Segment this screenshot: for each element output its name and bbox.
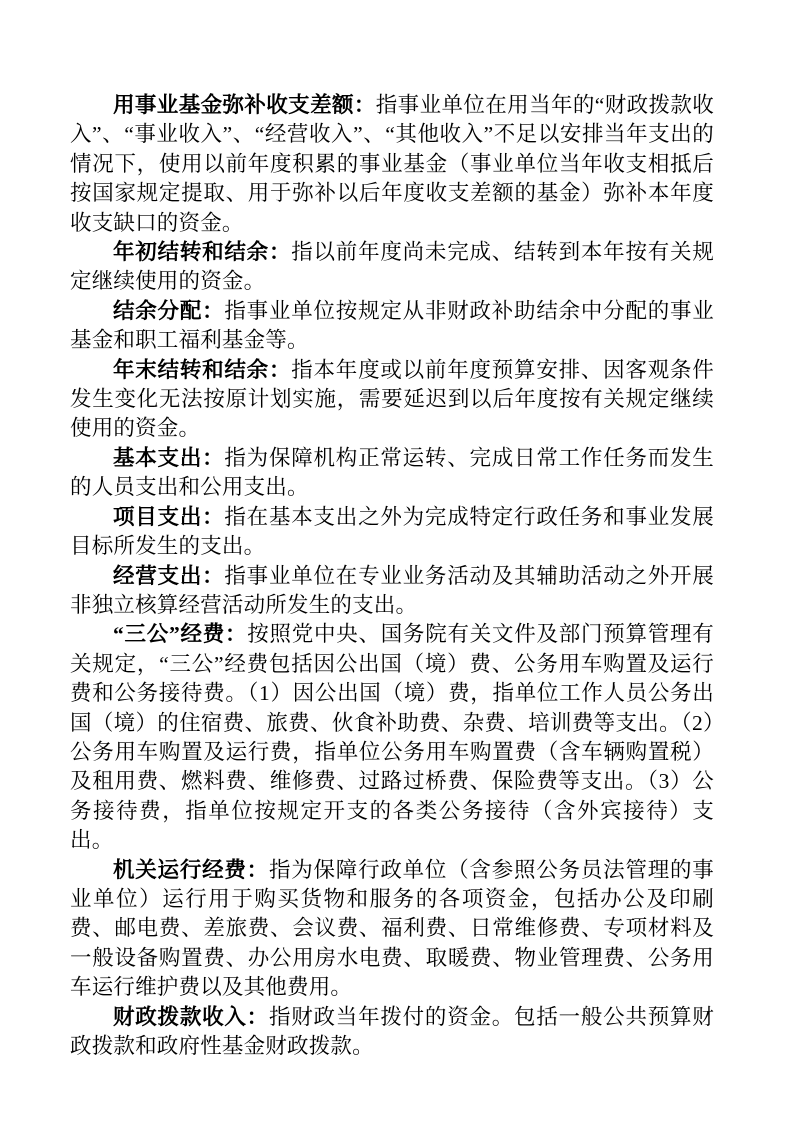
term-label: 经营支出： [113,563,225,588]
definition-text: 指为保障机构正常运转、完成日常工作任务而发生的人员支出和公用支出。 [70,445,714,500]
definition-text: 指事业单位按规定从非财政补助结余中分配的事业基金和职工福利基金等。 [70,298,714,353]
term-label: 项目支出： [113,504,225,529]
definition-paragraph [70,356,714,444]
definition-text: 按照党中央、国务院有关文件及部门预算管理有关规定，“三公”经费包括因公出国（境）费、公务用车购置及运行费和公务接待费。（1）因公出国（境）费，指单位工作人员公务出国（境）的住宿费、旅费、伙食补助费、杂费、培训费等支出。（2）公务用车购置及运行费，指单位公务用车购置费（含车辆购置税）及租用费、燃料费、维修费、过路过桥费、保险费等支出。（3）公务接待费，指单位按规定开支的各类公务接待（含外宾接待）支出。 [70,622,714,853]
term-label: 机关运行经费： [113,857,269,882]
definition-paragraph [70,620,714,855]
definition-paragraph [70,503,714,562]
document-body [70,91,714,1061]
definition-text: 指事业单位在用当年的“财政拨款收入”、“事业收入”、“经营收入”、“其他收入”不足以安排当年支出的情况下，使用以前年度积累的事业基金（事业单位当年收支相抵后按国家规定提取、用于弥补以后年度收支差额的基金）弥补本年度收支缺口的资金。 [70,93,714,235]
definition-text: 指事业单位在专业业务活动及其辅助活动之外开展非独立核算经营活动所发生的支出。 [70,563,714,617]
definition-paragraph [70,444,714,503]
term-label: 结余分配： [113,298,225,323]
definition-paragraph [70,238,714,297]
definition-paragraph [70,562,714,621]
definition-text: 指在基本支出之外为完成特定行政任务和事业发展目标所发生的支出。 [70,504,714,559]
definition-text: 指为保障行政单位（含参照公务员法管理的事业单位）运行用于购买货物和服务的各项资金，包括办公及印刷费、邮电费、差旅费、会议费、福利费、日常维修费、专项材料及一般设备购置费、办公用房水电费、取暖费、物业管理费、公务用车运行维护费以及其他费用。 [70,857,714,1000]
definition-text: 指以前年度尚未完成、结转到本年按有关规定继续使用的资金。 [70,240,714,294]
definition-paragraph [70,91,714,238]
term-label: 年末结转和结余： [113,357,292,382]
term-label: 财政拨款收入： [113,1004,269,1029]
definition-text: 指本年度或以前年度预算安排、因客观条件发生变化无法按原计划实施，需要延迟到以后年度按有关规定继续使用的资金。 [70,357,714,441]
definition-paragraph [70,297,714,356]
definition-text: 指财政当年拨付的资金。包括一般公共预算财政拨款和政府性基金财政拨款。 [70,1004,714,1058]
term-label: “三公”经费： [113,622,248,647]
definition-paragraph [70,856,714,1003]
term-label: 年初结转和结余： [113,240,292,265]
definition-paragraph [70,1003,714,1062]
term-label: 基本支出： [113,445,225,470]
term-label: 用事业基金弥补收支差额： [113,93,376,117]
